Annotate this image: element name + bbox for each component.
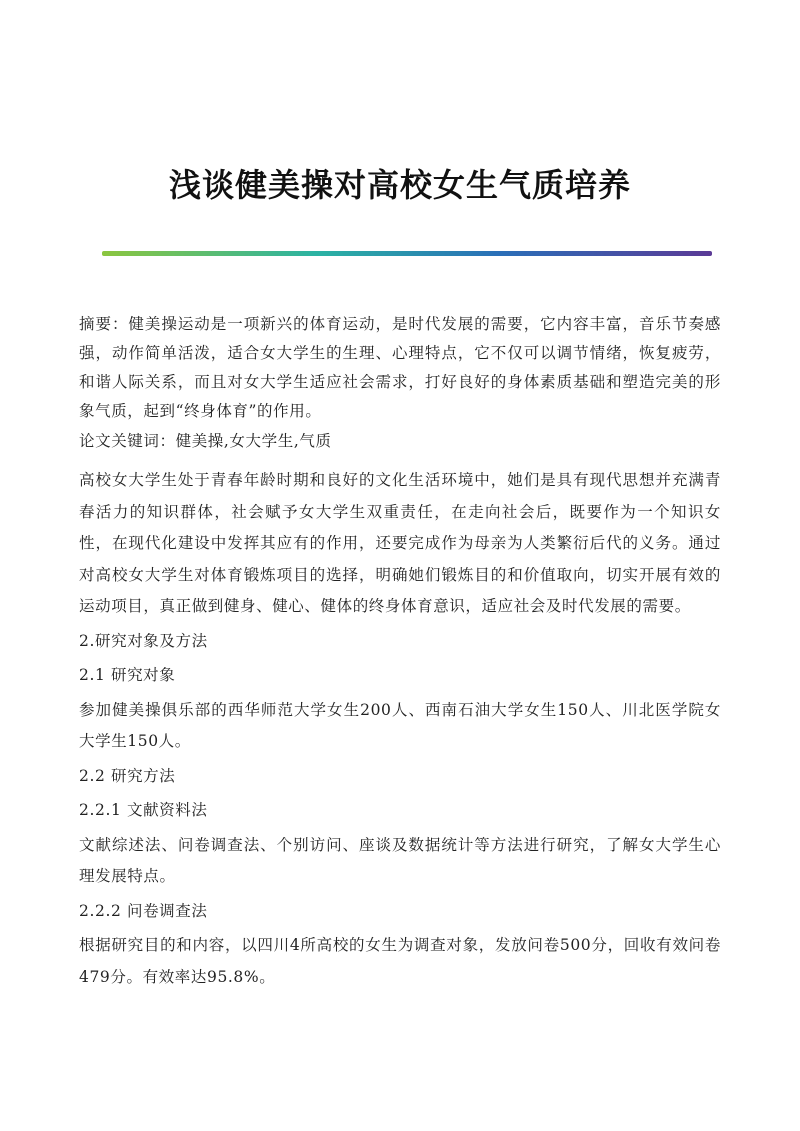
section-2-2-1-paragraph: 文献综述法、问卷调查法、个别访问、座谈及数据统计等方法进行研究，了解女大学生心理发展特点。 (79, 835, 721, 885)
abstract-paragraph: 摘要：健美操运动是一项新兴的体育运动，是时代发展的需要，它内容丰富，音乐节奏感强，动作简单活泼，适合女大学生的生理、心理特点，它不仅可以调节情绪，恢复疲劳，和谐人际关系，而且对女大学生适应社会需求，打好良好的身体素质基础和塑造完美的形象气质，起到“终身体育”的作用。 (79, 315, 721, 420)
section-heading-2-1: 2.1 研究对象 (79, 666, 176, 684)
title-divider (102, 251, 712, 256)
document-title: 浅谈健美操对高校女生气质培养 (168, 166, 631, 204)
intro-paragraph: 高校女大学生处于青春年龄时期和良好的文化生活环境中，她们是具有现代思想并充满青春活力的知识群体，社会赋予女大学生双重责任，在走向社会后，既要作为一个知识女性，在现代化建设中发挥其应有的作用，还要完成作为母亲为人类繁衍后代的义务。通过对高校女大学生对体育锻炼项目的选择，明确她们锻炼目的和价值取向，切实开展有效的运动项目，真正做到健身、健心、健体的终身体育意识，适应社会及时代发展的需要。 (79, 471, 721, 615)
section-heading-2-2-1: 2.2.1 文献资料法 (79, 801, 208, 819)
section-heading-2-2: 2.2 研究方法 (79, 766, 176, 785)
section-2-2-2-paragraph: 根据研究目的和内容，以四川4所高校的女生为调查对象，发放问卷500分，回收有效问卷479分。有效率达95.8%。 (79, 936, 721, 986)
section-heading-2: 2.研究对象及方法 (79, 631, 208, 650)
keywords-line: 论文关键词：健美操,女大学生,气质 (79, 432, 332, 450)
document-body (79, 310, 721, 993)
section-heading-2-2-2: 2.2.2 问卷调查法 (79, 901, 208, 920)
section-2-1-paragraph: 参加健美操俱乐部的西华师范大学女生200人、西南石油大学女生150人、川北医学院女大学生150人。 (79, 700, 721, 750)
